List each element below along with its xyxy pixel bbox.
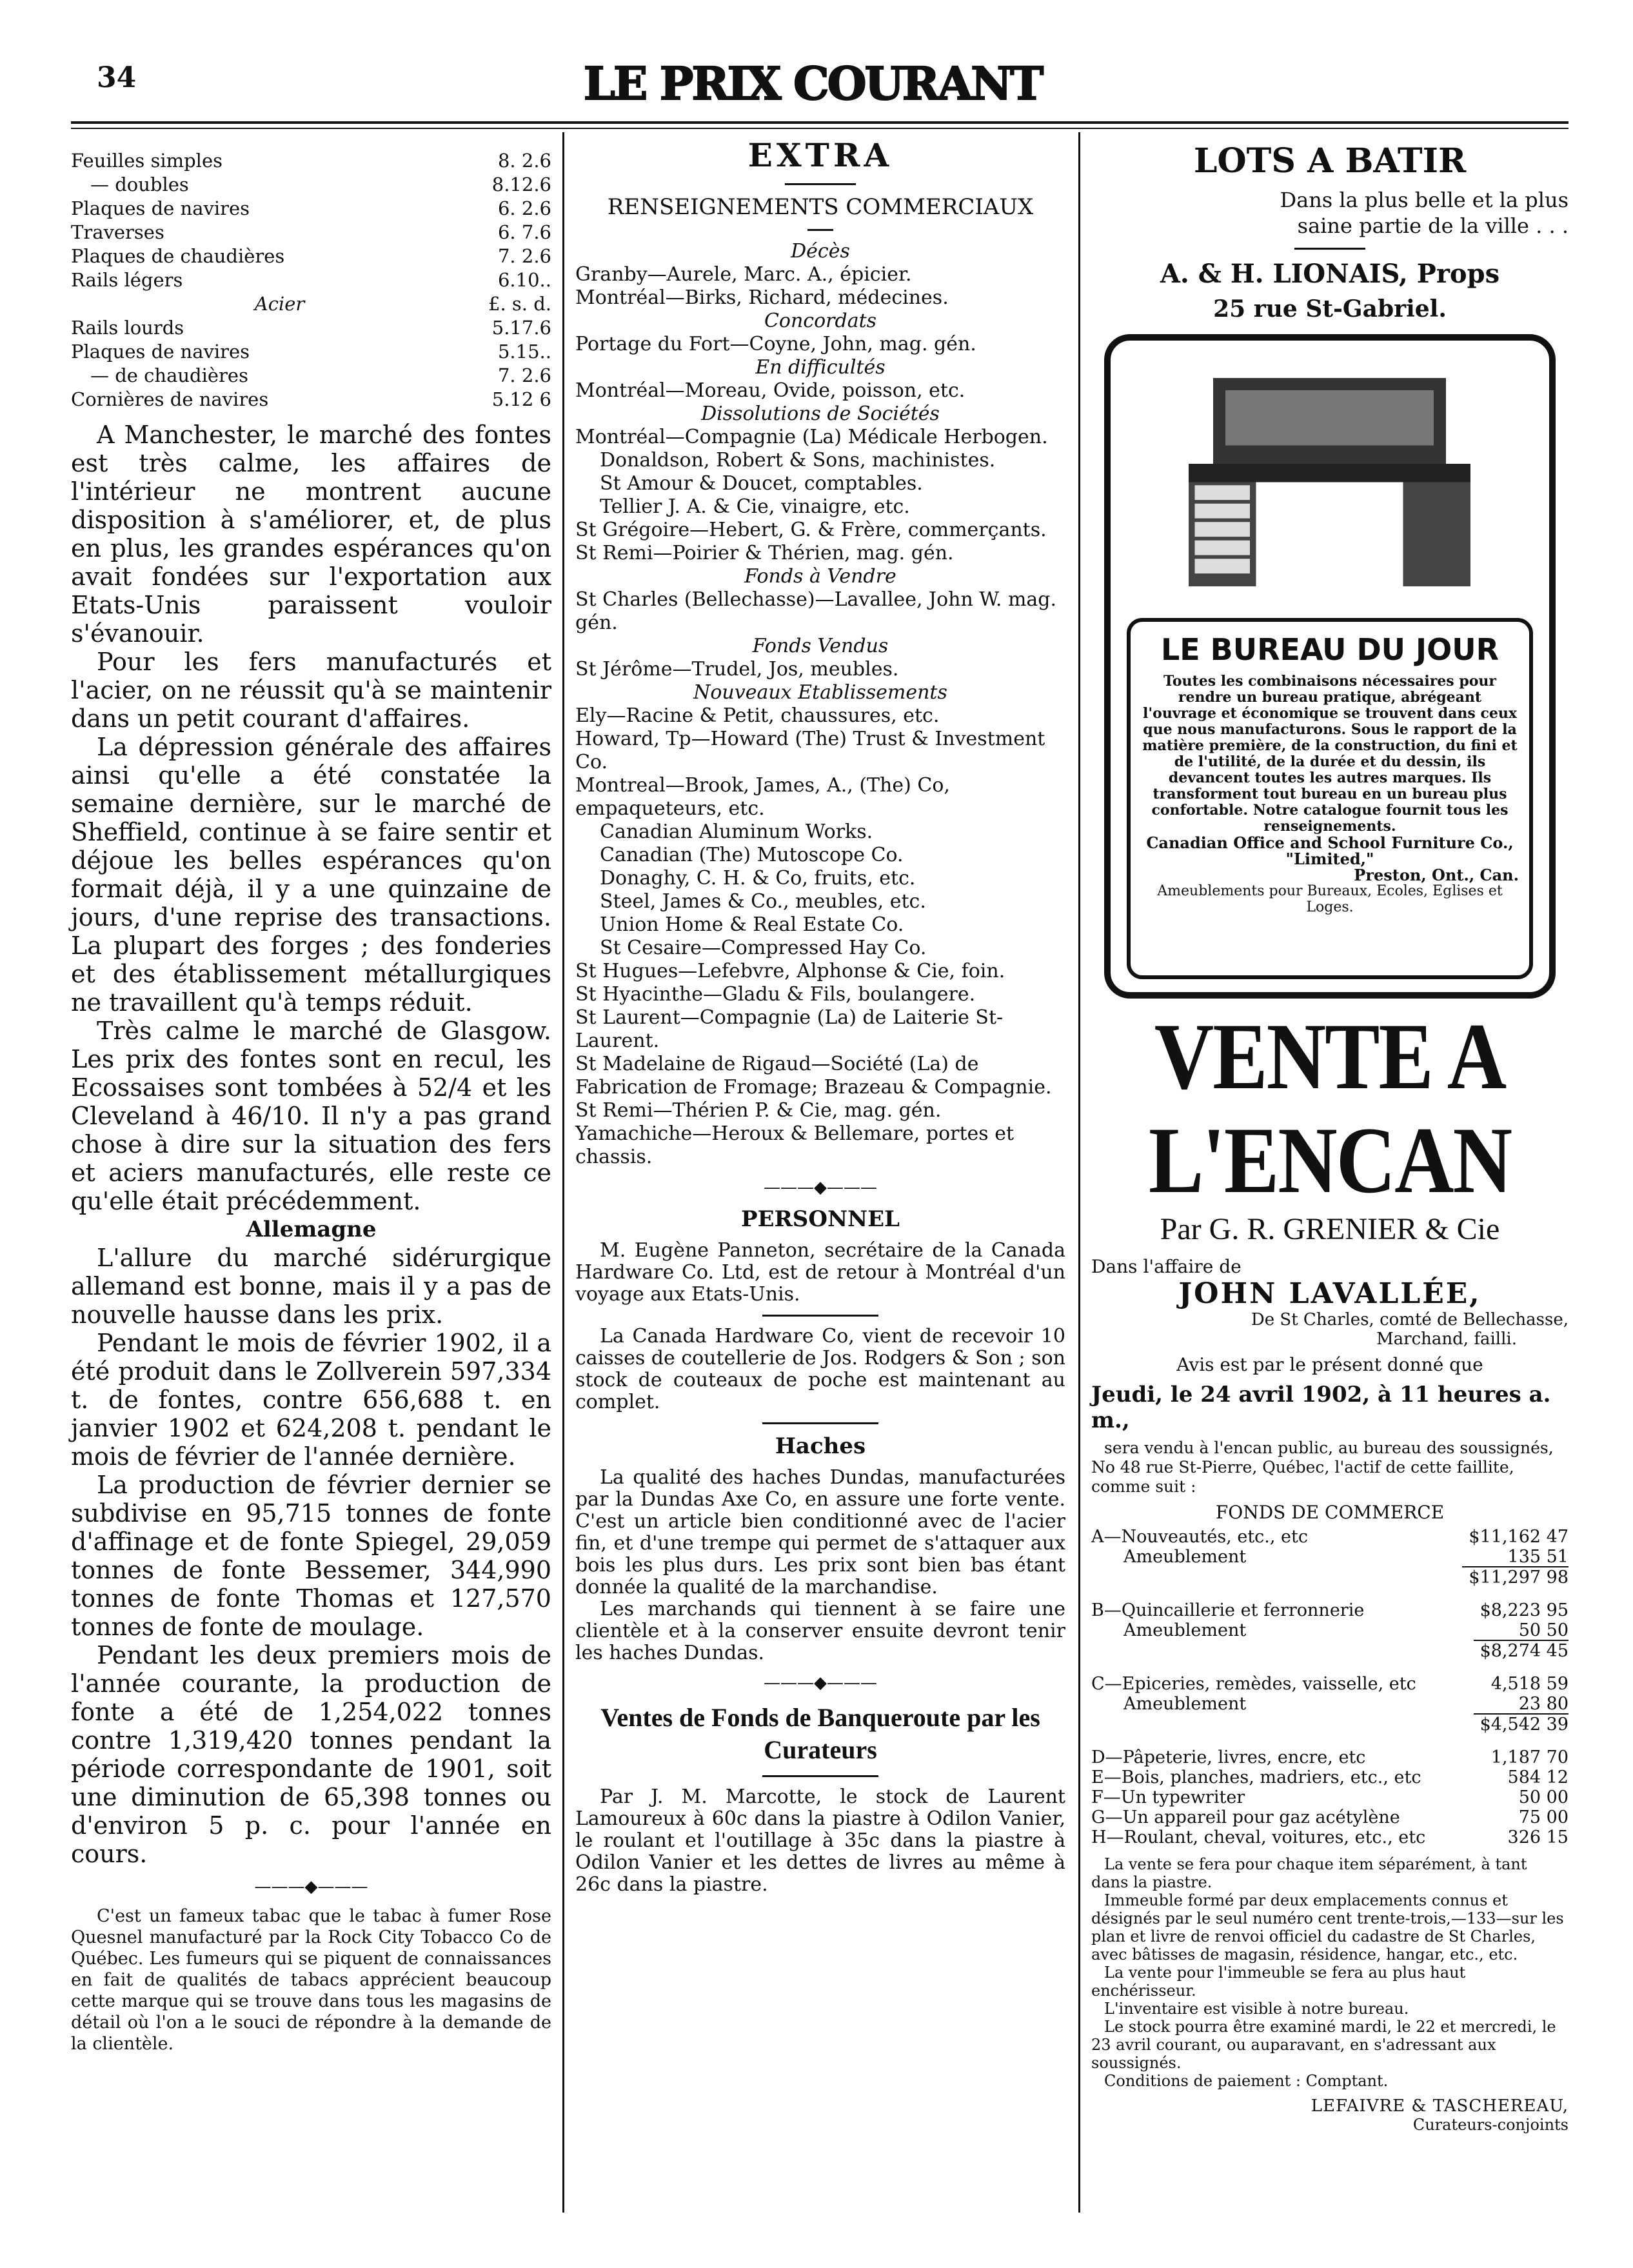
article-paragraph: Pour les fers manufacturés et l'acier, on ne réussit qu'à se maintenir dans un petit courant d'affaires. [71,648,551,733]
list-item: Montréal—Compagnie (La) Médicale Herbogen. [575,426,1048,448]
short-rule [1294,248,1365,250]
price-row: — de chaudières 7. 2.6 [90,364,551,386]
article-paragraph: Par J. M. Marcotte, le stock de Laurent Lamoureux à 60c dans la piastre à Odilon Vanier, le roulant et l'outillage à 35c dans la piastre à Odilon Vanier et les dettes de livres au même à 26c dans la piastre. [575,1786,1065,1896]
inventory-total: $4,542 39 [1091,1714,1569,1736]
header-rule [71,121,1569,124]
price-row: Rails lourds 5.17.6 [71,317,551,339]
list-item: St Amour & Doucet, comptables. [600,472,923,495]
category-heading: En difficultés [755,356,886,379]
list-item: Tellier J. A. & Cie, vinaigre, etc. [600,495,910,518]
address-line: 25 rue St-Gabriel. [1213,295,1447,323]
inventory-row: F—Un typewriter 50 00 [1091,1787,1569,1807]
bankrupt-name: JOHN LAVALLÉE, [1178,1277,1481,1310]
list-item: Donaldson, Robert & Sons, machinistes. [600,449,996,472]
svg-text:LE PRIX COURANT: LE PRIX COURANT [583,57,1042,110]
list-item: St Cesaire—Compressed Hay Co. [600,937,927,959]
sale-date: Jeudi, le 24 avril 1902, à 11 heures a. m., [1091,1382,1551,1433]
signature: LEFAIVRE & TASCHEREAU, [1311,2096,1569,2116]
terms-paragraph: L'inventaire est visible à notre bureau. [1104,2000,1409,2018]
sale-terms [1091,1855,1569,2090]
inventory-total: $11,297 98 [1091,1567,1569,1589]
list-item: St Hyacinthe—Gladu & Fils, boulangere. [575,983,976,1006]
article-paragraph: A Manchester, le marché des fontes est très calme, les affaires de l'intérieur ne montrent aucune disposition à s'améliorer, et, de plus en plus, les grandes espérances qu'on avait fondées sur l'exportation aux Etats-Unis paraissent vouloir s'évanouir. [71,421,551,648]
list-item: St Remi—Poirier & Thérien, mag. gén. [575,542,954,564]
inventory-row: Ameublement 135 51 [1123,1547,1569,1567]
inventory-group-c [1091,1674,1569,1736]
header-rule-thin [71,128,1569,129]
article-paragraph: L'allure du marché sidérurgique allemand est bonne, mais il y a pas de nouvelle hausse dans les prix. [71,1244,551,1329]
short-rule [762,1775,878,1777]
inventory-row: B—Quincaillerie et ferronnerie $8,223 95 [1091,1600,1569,1620]
section-concordats [575,310,1065,356]
inventory-group-a [1091,1527,1569,1589]
category-heading: Fonds Vendus [752,635,889,657]
list-item: Granby—Aurele, Marc. A., épicier. [575,263,912,286]
inventory-row: G—Un appareil pour gaz acétylène 75 00 [1091,1807,1569,1827]
list-item: St Grégoire—Hebert, G. & Frère, commerçants. [575,519,1047,541]
section-dissolutions [575,403,1065,565]
section-nouveaux [575,681,1065,1169]
list-item: Union Home & Real Estate Co. [600,913,904,936]
tabac-notice: C'est un fameux tabac que le tabac à fumer Rose Quesnel manufacturé par la Rock City Tobacco Co de Québec. Les fumeurs qui se piquent de connaissances en fait de qualités de tabacs apprécient beaucoup cette marque qui se trouve dans tous les magasins de détail où l'on a le souci de répondre à la demande de la clientèle. [71,1906,551,2054]
category-heading: Dissolutions de Sociétés [701,403,940,425]
extra-title: EXTRA [747,136,893,174]
bureau-ad-title: LE BUREAU DU JOUR [1160,632,1499,667]
price-row: Plaques de navires 5.15.. [71,341,551,363]
signature-title: Curateurs-conjoints [1412,2116,1569,2134]
column-metals-market [71,132,551,2054]
list-item: Portage du Fort—Coyne, John, mag. gén. [575,333,976,355]
article-paragraph: La dépression générale des affaires ainsi qu'elle a été constatée la semaine dernière, sur le marché de Sheffield, continue à se faire sentir et déjoue les belles espérances qu'on formait déjà, il y a une quinzaine de jours, d'une reprise des transactions. La plupart des forges ; des fonderies et des établissement métallurgiques ne travaillent qu'à temps réduit. [71,733,551,1017]
inventory-row: A—Nouveautés, etc., etc $11,162 47 [1091,1527,1569,1547]
list-item: Montréal—Birks, Richard, médecines. [575,286,949,309]
list-item: Montreal—Brook, James, A., (The) Co, empaqueteurs, etc. [575,774,950,820]
list-item: St Charles (Bellechasse)—Lavallee, John W. mag. gén. [575,588,1057,634]
short-rule [762,1315,878,1317]
masthead-logo [583,46,1042,117]
ornament-divider: ———◆——— [764,1178,877,1197]
ornament-divider: ———◆——— [764,1673,877,1693]
terms-paragraph: Immeuble formé par deux emplacements connus et désignés par le seul numéro cent trente-trois,—133—sur les plan et livre de renvoi officiel du cadastre de St Charles, avec bâtisses de magasin, résidence, hangar, etc., etc. [1091,1891,1564,1964]
section-difficultes [575,356,1065,403]
price-row: — doubles 8.12.6 [90,174,551,195]
list-item: St Laurent—Compagnie (La) de Laiterie St-Laurent. [575,1006,1004,1052]
inventory-total: $8,274 45 [1091,1640,1569,1662]
category-heading: Décès [791,240,850,263]
section-deces [575,240,1065,310]
inventory-row: Ameublement 50 50 [1123,1620,1569,1640]
column-divider-2 [1078,132,1080,2213]
bureau-ad-text-box [1127,618,1533,979]
bankrupt-location: De St Charles, comté de Bellechasse, [1251,1310,1569,1329]
price-table [71,149,551,412]
category-heading: Nouveaux Etablissements [693,681,947,704]
price-row: Plaques de chaudières 7. 2.6 [71,245,551,267]
category-heading: Fonds à Vendre [744,565,896,588]
vente-heading: VENTE A L'ENCAN [1148,1003,1512,1213]
bureau-ad [1104,334,1556,999]
price-row: Plaques de navires 6. 2.6 [71,197,551,219]
list-item: St Remi—Thérien P. & Cie, mag. gén. [575,1099,942,1122]
terms-paragraph: Le stock pourra être examiné mardi, le 22 et mercredi, le 23 avril courant, ou auparavant, en s'adressant aux soussignés. [1091,2018,1556,2072]
haches-heading: Haches [775,1433,866,1459]
list-item: Canadian Aluminum Works. [600,821,873,843]
short-rule [762,1422,878,1424]
inventory-row: H—Roulant, cheval, voitures, etc., etc 326 15 [1091,1827,1569,1847]
price-row: Traverses 6. 7.6 [71,221,551,243]
bankrupt-status: Marchand, failli. [1376,1329,1517,1349]
desk-illustration [1136,353,1510,599]
list-item: Yamachiche—Heroux & Bellemare, portes et chassis. [575,1122,1014,1168]
inventory-row: C—Epiceries, remèdes, vaisselle, etc 4,518 59 [1091,1674,1569,1694]
short-rule [785,183,856,185]
terms-paragraph: Conditions de paiement : Comptant. [1104,2072,1389,2090]
list-item: Howard, Tp—Howard (The) Trust & Investment Co. [575,728,1045,773]
bureau-ad-company: Canadian Office and School Furniture Co., "Limited," [1146,833,1514,868]
props-line: A. & H. LIONAIS, Props [1160,259,1500,289]
inventory-group-b [1091,1600,1569,1662]
list-item: Ely—Racine & Petit, chaussures, etc. [575,704,940,727]
ventes-heading: Ventes de Fonds de Banqueroute par les Curateurs [600,1703,1040,1764]
list-item: Canadian (The) Mutoscope Co. [600,844,904,866]
extra-subtitle: RENSEIGNEMENTS COMMERCIAUX [607,194,1034,220]
article-paragraph: Pendant le mois de février 1902, il a été produit dans le Zollverein 597,334 t. de fontes, contre 656,688 t. en janvier 1902 et 624,208 t. pendant le mois de février de l'année dernière. [71,1329,551,1471]
article-paragraph: La Canada Hardware Co, vient de recevoir 10 caisses de coutellerie de Jos. Rodgers & Son ; son stock de couteaux de poche est maintenant au complet. [575,1325,1065,1413]
list-item: Donaghy, C. H. & Co, fruits, etc. [600,867,916,890]
terms-paragraph: La vente se fera pour chaque item séparément, à tant dans la piastre. [1091,1855,1527,1891]
article-paragraph: M. Eugène Panneton, secrétaire de la Canada Hardware Co. Ltd, est de retour à Montréal d'un voyage aux Etats-Unis. [575,1239,1065,1306]
ornament-divider: ———◆——— [254,1877,368,1896]
page-number: 34 [97,61,137,94]
fonds-heading: FONDS DE COMMERCE [1215,1502,1445,1523]
lots-text: Dans la plus belle et la plus saine partie de la ville . . . [1280,188,1569,238]
inventory-row: D—Pâpeterie, livres, encre, etc 1,187 70 [1091,1747,1569,1767]
column-extra [575,132,1065,1896]
category-heading: Concordats [764,310,877,332]
avis-line: Avis est par le présent donné que [1176,1354,1483,1375]
section-fonds-a-vendre [575,565,1065,635]
price-row: Feuilles simples 8. 2.6 [71,150,551,172]
article-paragraph: Pendant les deux premiers mois de l'année courante, la production de fonte a été de 1,254,022 tonnes contre 1,319,420 tonnes pendant la période correspondante de 1901, soit une diminution de 65,398 tonnes ou d'environ 5 p. c. pour l'année en cours. [71,1641,551,1868]
article-paragraph: Les marchands qui tiennent à se faire une clientèle et à la conserver ensuite devront tenir les haches Dundas. [575,1598,1065,1664]
column-divider-1 [562,132,564,2213]
list-item: Steel, James & Co., meubles, etc. [600,890,926,913]
list-item: Montréal—Moreau, Ovide, poisson, etc. [575,379,965,402]
sale-details: sera vendu à l'encan public, au bureau des soussignés, No 48 rue St-Pierre, Québec, l'actif de cette faillite, comme suit : [1091,1438,1554,1496]
article-paragraph: La production de février dernier se subdivise en 95,715 tonnes de fonte d'affinage et de fonte Spiegel, 29,059 tonnes de fonte Bessemer, 344,990 tonnes de fonte Thomas et 127,570 tonnes de fonte de moulage. [71,1471,551,1641]
personnel-heading: PERSONNEL [741,1206,900,1232]
short-rule [807,229,833,231]
price-row: Cornières de navires 5.12 6 [71,388,551,410]
article-paragraph: La qualité des haches Dundas, manufacturées par la Dundas Axe Co, en assure une forte vente. C'est un article bien conditionné avec de l'acier fin, et d'une trempe qui permet de s'attaquer aux bois les plus durs. Les prix sont bien bas étant donnée la qualité de la marchandise. [575,1466,1065,1598]
auctioneer: Par G. R. GRENIER & Cie [1160,1212,1500,1246]
article-paragraph: Très calme le marché de Glasgow. Les prix des fontes sont en recul, les Ecossaises sont tombées à 52/4 et les Cleveland à 46/10. Il n'y a pas grand chose à dire sur la situation des fers et aciers manufacturés, elle reste ce qu'elle était précédemment. [71,1017,551,1215]
inventory-others [1091,1747,1569,1847]
bureau-ad-body: Toutes les combinaisons nécessaires pour rendre un bureau pratique, abrégeant l'ouvrage et économique se trouvent dans ceux que nous manufacturons. Sous le rapport de la matière première, de la construction, du fini et de l'utilité, de la durée et du dessin, ils devancent toutes les autres marques. Ils transforment tout bureau en un bureau plus confortable. Notre catalogue fournit tous les renseignements. [1142,673,1518,835]
acier-header: Acier £. s. d. [254,293,551,315]
column-advertisements [1091,132,1569,2134]
price-row: Rails légers 6.10.. [71,269,551,291]
section-heading: Allemagne [246,1217,377,1242]
list-item: St Jérôme—Trudel, Jos, meubles. [575,658,899,681]
bureau-ad-footer: Ameublements pour Bureaux, Ecoles, Eglises et Loges. [1157,883,1503,915]
inventory-row: E—Bois, planches, madriers, etc., etc 584 12 [1091,1767,1569,1787]
section-fonds-vendus [575,635,1065,681]
affaire-line: Dans l'affaire de [1091,1256,1242,1277]
bureau-ad-city: Preston, Ont., Can. [1354,866,1519,884]
list-item: St Hugues—Lefebvre, Alphonse & Cie, foin. [575,960,1005,982]
list-item: St Madelaine de Rigaud—Société (La) de Fabrication de Fromage; Brazeau & Compagnie. [575,1053,1052,1099]
inventory-row: Ameublement 23 80 [1123,1694,1569,1714]
terms-paragraph: La vente pour l'immeuble se fera au plus haut enchérisseur. [1091,1964,1466,2000]
lots-heading: LOTS A BATIR [1193,141,1467,181]
